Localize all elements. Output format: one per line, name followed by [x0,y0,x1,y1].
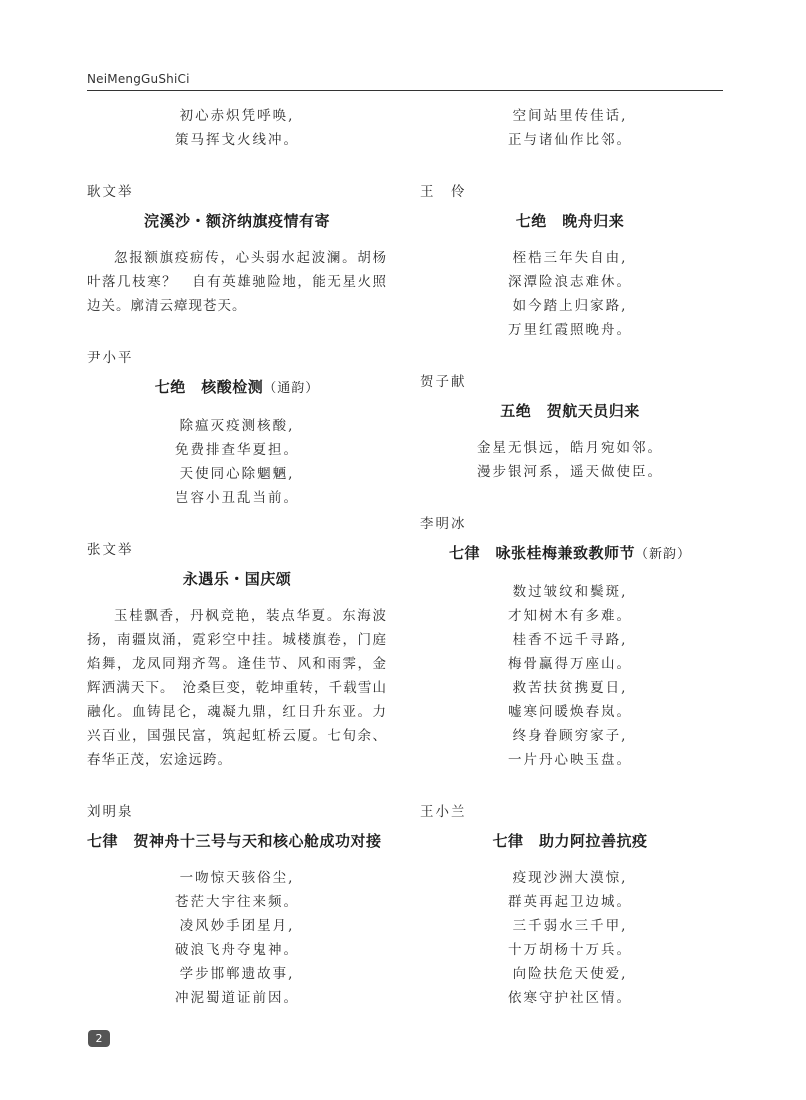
verse-line: 漫步银河系，遥天做使臣。 [477,464,663,480]
verse-line: 群英再起卫边城。 [508,894,632,910]
verse-line: 向险扶危天使爱, [512,966,628,982]
verse-line: 数过皱纹和鬓斑, [512,584,628,600]
poem-title: 浣溪沙・额济纳旗疫情有寄 [143,212,330,230]
verse-line: 嘘寒问暖焕春岚。 [508,704,632,720]
verse-line: 万里红霞照晚舟。 [508,322,632,338]
poem-author: 王小兰 [420,804,467,820]
verse-line: 天使同心除魍魉, [179,466,295,482]
right-column [420,104,720,1010]
page-number: 2 [88,1030,110,1047]
verse-line: 一片丹心映玉盘。 [508,752,632,768]
poem-title: 七绝 晚舟归来 [515,212,625,230]
verse-line: 三千弱水三千甲, [512,918,628,934]
verse-line: 依寒守护社区情。 [508,990,632,1006]
verse-line: 一吻惊天骇俗尘, [179,870,295,886]
verse-line: 金星无惧远，皓月宛如邻。 [477,440,663,456]
continued-verse [87,104,387,152]
poem-author: 尹小平 [87,350,134,366]
poem-title: 五绝 贺航天员归来 [500,402,640,420]
poem-author: 李明冰 [420,516,467,532]
verse-line: 桎梏三年失自由, [512,250,628,266]
poem-prose: 忽报额旗疫疬传，心头弱水起波澜。胡杨叶落几枝寒？ 自有英雄驰险地，能无星火照边关。廓清云瘴现苍天。 [87,250,387,314]
verse-line: 除瘟灭疫测核酸, [179,418,295,434]
verse-line: 学步邯郸遗故事, [179,966,295,982]
poem-verse [87,414,387,510]
poem-author: 刘明泉 [87,804,134,820]
poem-verse [87,866,387,1010]
verse-line: 深潭险浪志难休。 [508,274,632,290]
verse-line: 策马挥戈火线冲。 [175,132,299,148]
verse-line: 苍茫大宇往来频。 [175,894,299,910]
verse-line: 终身眷顾穷家子, [512,728,628,744]
verse-line: 救苦扶贫携夏日, [512,680,628,696]
poem-title: 永遇乐・国庆颂 [182,570,292,588]
poem-author: 王 伶 [420,184,467,200]
verse-line: 正与诸仙作比邻。 [508,132,632,148]
poem-verse [420,246,720,342]
poem-title: 七律 助力阿拉善抗疫 [492,832,648,850]
poem-verse [420,436,720,484]
poem-title: 七律 贺神舟十三号与天和核心舱成功对接 [87,832,382,850]
poem-author: 耿文举 [87,184,134,200]
poem-verse [420,580,720,772]
running-header [87,68,723,91]
verse-line: 冲泥蜀道证前因。 [175,990,299,1006]
verse-line: 才知树木有多难。 [508,608,632,624]
continued-verse [420,104,720,152]
poem-title: 七绝 核酸检测（通韵） [154,378,320,396]
verse-line: 十万胡杨十万兵。 [508,942,632,958]
verse-line: 岂容小丑乱当前。 [175,490,299,506]
poem-author: 张文举 [87,542,134,558]
verse-line: 桂香不远千寻路, [512,632,628,648]
verse-line: 梅骨赢得万座山。 [508,656,632,672]
verse-line: 破浪飞舟夺鬼神。 [175,942,299,958]
poem-prose: 玉桂飘香，丹枫竞艳，装点华夏。东海波扬，南疆岚涌，霓彩空中挂。城楼旗卷，门庭焰舞，龙凤同翔齐驾。逢佳节、风和雨霁，金辉洒满天下。 沧桑巨变，乾坤重转，千载雪山融化。血铸昆仑，魂凝九鼎，红日升东亚。力兴百业，国强民富，筑起虹桥云厦。七旬余、春华正茂，宏途远跨。 [87,608,387,768]
verse-line: 凌风妙手团星月, [179,918,295,934]
poem-verse [420,866,720,1010]
rhyme-note: （通韵） [263,381,320,396]
journal-name: NeiMengGuShiCi [87,72,190,86]
verse-line: 如今踏上归家路, [512,298,628,314]
verse-line: 疫现沙洲大漠惊, [512,870,628,886]
poem-author: 贺子献 [420,374,467,390]
verse-line: 空间站里传佳话, [512,108,628,124]
left-column [87,104,387,1010]
poem-title: 七律 咏张桂梅兼致教师节（新韵） [448,544,692,562]
verse-line: 初心赤炽凭呼唤, [179,108,295,124]
rhyme-note: （新韵） [635,547,692,562]
verse-line: 免费排查华夏担。 [175,442,299,458]
